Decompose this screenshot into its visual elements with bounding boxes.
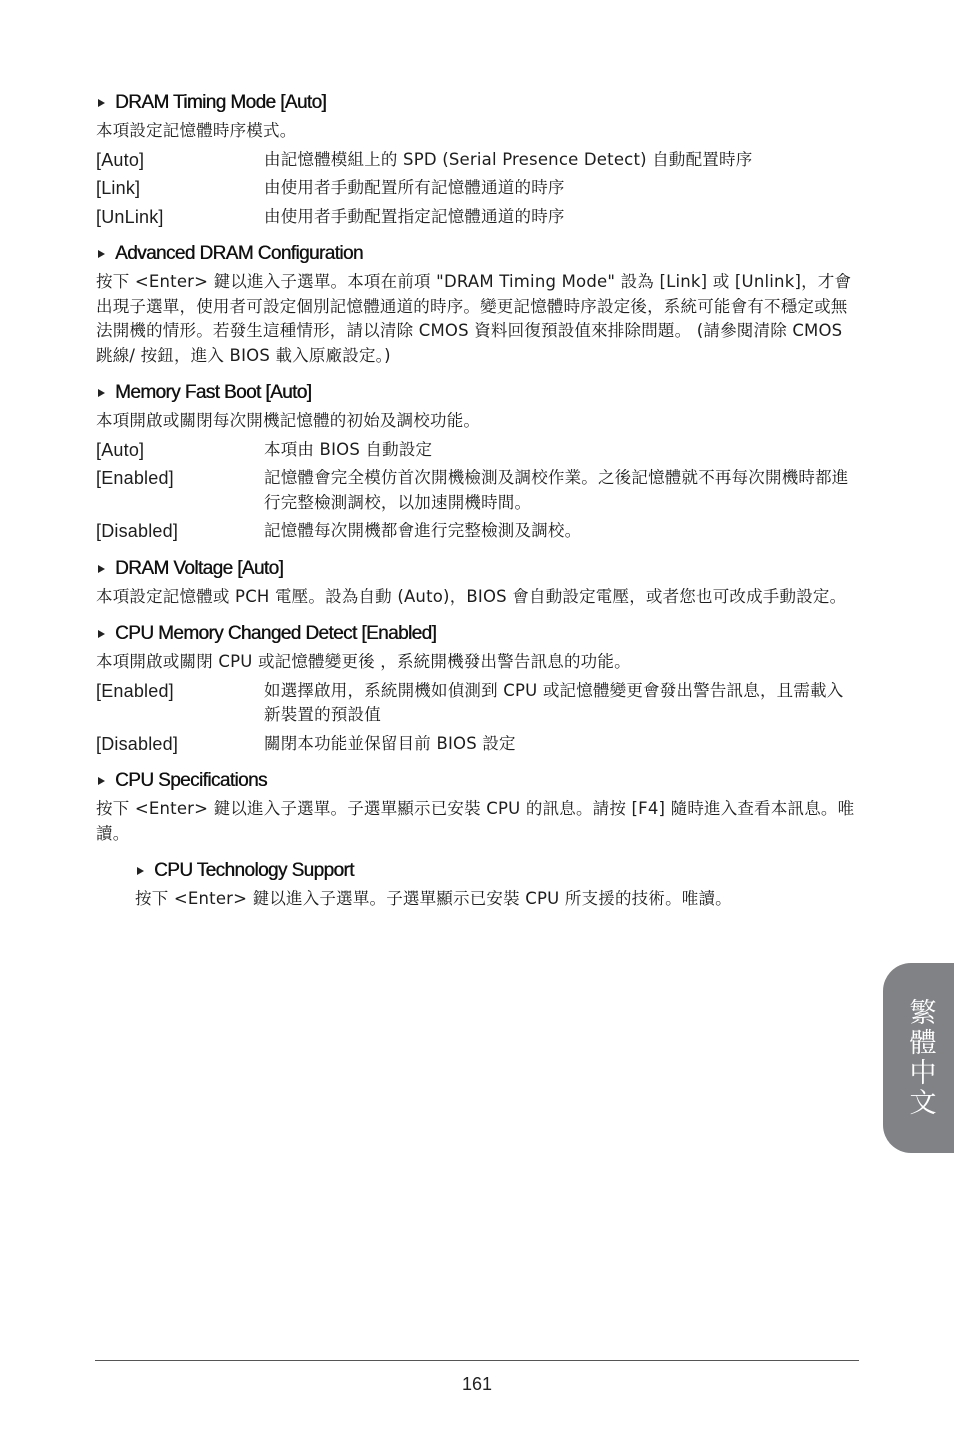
section-description: 按下 <Enter> 鍵以進入子選單。子選單顯示已安裝 CPU 的訊息。請按 [F4] 隨時進入查看本訊息。唯讀。 <box>96 799 855 843</box>
section-heading <box>96 90 856 116</box>
section-title: Memory Fast Boot [Auto] <box>115 382 312 403</box>
option-row <box>96 148 856 173</box>
option-row <box>96 176 856 201</box>
option-key: [Disabled] <box>96 521 179 541</box>
section-title: Advanced DRAM Configuration <box>115 243 363 264</box>
triangle-bullet-icon <box>98 565 105 573</box>
triangle-bullet-icon <box>98 389 105 397</box>
section-title: DRAM Timing Mode [Auto] <box>115 92 327 113</box>
option-description: 記憶體會完全模仿首次開機檢測及調校作業。之後記憶體就不再每次開機時都進行完整檢測調校，以加速開機時間。 <box>264 468 849 512</box>
option-row <box>96 732 856 757</box>
section-cpu-specifications <box>96 768 856 846</box>
section-description: 本項設定記憶體或 PCH 電壓。設為自動 (Auto)，BIOS 會自動設定電壓，或者您也可改成手動設定。 <box>96 586 847 606</box>
section-description: 本項開啟或關閉每次開機記憶體的初始及調校功能。 <box>96 411 481 430</box>
option-row <box>96 438 856 463</box>
footer-divider <box>95 1360 859 1361</box>
section-advanced-dram-configuration <box>96 241 856 368</box>
section-description: 按下 <Enter> 鍵以進入子選單。本項在前項 "DRAM Timing Mode" 設為 [Link] 或 [Unlink]，才會出現子選單，使用者可設定個別記憶體通道的時序。變更記憶體時序設定後，系統可能會有不穩定或無法開機的情形。若發生這種情形，請以清除 CMOS 資料回復預設值來排除問題。 (請參閱清除 CMOS 跳線/ 按鈕，進入 BIOS 載入原廠設定。) <box>96 272 852 365</box>
triangle-bullet-icon <box>137 867 144 875</box>
section-cpu-technology-support <box>135 858 856 912</box>
option-key: [Auto] <box>96 149 145 170</box>
section-description: 本項開啟或關閉 CPU 或記憶體變更後 ，系統開機發出警告訊息的功能。 <box>96 652 631 671</box>
triangle-bullet-icon <box>98 99 105 107</box>
language-side-tab <box>883 963 954 1153</box>
option-description: 關閉本功能並保留目前 BIOS 設定 <box>264 733 516 753</box>
option-description: 由使用者手動配置所有記憶體通道的時序 <box>264 178 565 197</box>
section-description: 本項設定記憶體時序模式。 <box>96 121 297 140</box>
triangle-bullet-icon <box>98 630 105 638</box>
option-description: 由記憶體模組上的 SPD (Serial Presence Detect) 自動配置時序 <box>264 149 753 169</box>
option-description: 由使用者手動配置指定記憶體通道的時序 <box>264 206 565 226</box>
triangle-bullet-icon <box>98 777 105 785</box>
page-number: 161 <box>461 1374 493 1394</box>
option-key: [Enabled] <box>96 468 174 488</box>
section-dram-timing-mode <box>96 90 856 229</box>
triangle-bullet-icon <box>98 250 105 258</box>
section-heading <box>96 241 856 267</box>
section-cpu-memory-changed-detect <box>96 621 856 756</box>
section-title: CPU Memory Changed Detect [Enabled] <box>115 623 437 644</box>
option-description: 本項由 BIOS 自動設定 <box>264 439 433 459</box>
option-key: [Auto] <box>96 439 145 460</box>
option-row <box>96 679 856 728</box>
section-heading <box>96 621 856 647</box>
page-content <box>96 90 856 924</box>
option-description: 如選擇啟用，系統開機如偵測到 CPU 或記憶體變更會發出警告訊息，且需載入新裝置的預設值 <box>264 680 844 724</box>
section-heading <box>96 556 856 582</box>
section-heading <box>96 768 856 794</box>
option-key: [Enabled] <box>96 680 174 701</box>
section-heading <box>96 380 856 406</box>
option-key: [Disabled] <box>96 733 179 754</box>
section-title: DRAM Voltage [Auto] <box>115 557 284 579</box>
option-key: [UnLink] <box>96 206 164 227</box>
language-tab-label: 繁體中文 <box>904 998 936 1118</box>
section-heading <box>135 858 856 884</box>
option-key: [Link] <box>96 178 141 198</box>
section-title: CPU Technology Support <box>154 860 354 881</box>
section-dram-voltage <box>96 556 856 610</box>
option-description: 記憶體每次開機都會進行完整檢測及調校。 <box>264 521 582 540</box>
option-row <box>96 205 856 230</box>
section-description: 按下 <Enter> 鍵以進入子選單。子選單顯示已安裝 CPU 所支援的技術。唯讀。 <box>135 889 732 908</box>
section-memory-fast-boot <box>96 380 856 544</box>
section-title: CPU Specifications <box>115 770 267 791</box>
option-row <box>96 466 856 515</box>
option-row <box>96 519 856 544</box>
